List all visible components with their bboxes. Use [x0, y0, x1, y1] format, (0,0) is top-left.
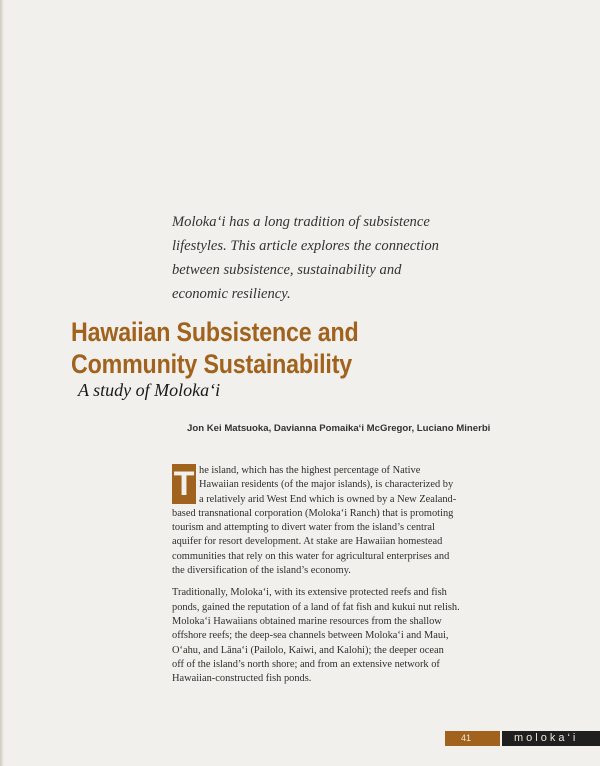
body-line: he island, which has the highest percentage of Native — [199, 465, 421, 476]
body-line: ponds, gained the reputation of a land of fat fish and kukui nut relish. — [172, 601, 460, 613]
title-line: Hawaiian Subsistence and — [71, 317, 359, 347]
body-line: off of the island’s north shore; and from an extensive network of — [172, 658, 440, 670]
body-line: aquifer for resort development. At stake are Hawaiian homestead — [172, 536, 443, 548]
page-number: 41 — [445, 731, 500, 746]
article-subtitle: A study of Moloka‘i — [78, 380, 221, 400]
body-line: Hawaiian-constructed fish ponds. — [172, 673, 312, 685]
body-line: Traditionally, Moloka‘i, with its extensive protected reefs and fish — [172, 587, 447, 599]
body-line: a relatively arid West End which is owned by a New Zealand- — [199, 493, 457, 505]
body-line: tourism and attempting to divert water from the island’s central — [172, 522, 435, 534]
body-line: Moloka‘i Hawaiians obtained marine resources from the shallow — [172, 615, 442, 627]
article-title — [71, 316, 432, 380]
intro-line: economic resiliency. — [172, 286, 291, 302]
paragraph — [172, 464, 455, 578]
body-line: O‘ahu, and Lāna‘i (Pailolo, Kaiwi, and Kalohi); the deeper ocean — [172, 644, 444, 656]
intro-line: between subsistence, sustainability and — [172, 262, 402, 278]
body-line: the diversification of the island’s economy. — [172, 565, 351, 577]
article-body — [172, 464, 460, 686]
body-line: Hawaiian residents (of the major islands), is characterized by — [199, 479, 454, 491]
title-line: Community Sustainability — [71, 349, 353, 379]
intro-blurb — [172, 210, 472, 306]
intro-line: Moloka‘i has a long tradition of subsistence — [172, 214, 430, 230]
paragraph — [172, 586, 460, 686]
drop-cap: T — [173, 465, 195, 503]
body-line: based transnational corporation (Moloka‘i Ranch) that is promoting — [172, 507, 454, 519]
author-byline: Jon Kei Matsuoka, Davianna Pomaika‘i McGregor, Luciano Minerbi — [187, 423, 491, 434]
intro-line: lifestyles. This article explores the connection — [172, 238, 439, 254]
body-line: communities that rely on this water for agricultural enterprises and — [172, 550, 450, 562]
scan-edge — [0, 0, 4, 766]
body-line: offshore reefs; the deep-sea channels between Moloka‘i and Maui, — [172, 630, 449, 642]
magazine-brand: moloka‘i — [502, 731, 600, 746]
